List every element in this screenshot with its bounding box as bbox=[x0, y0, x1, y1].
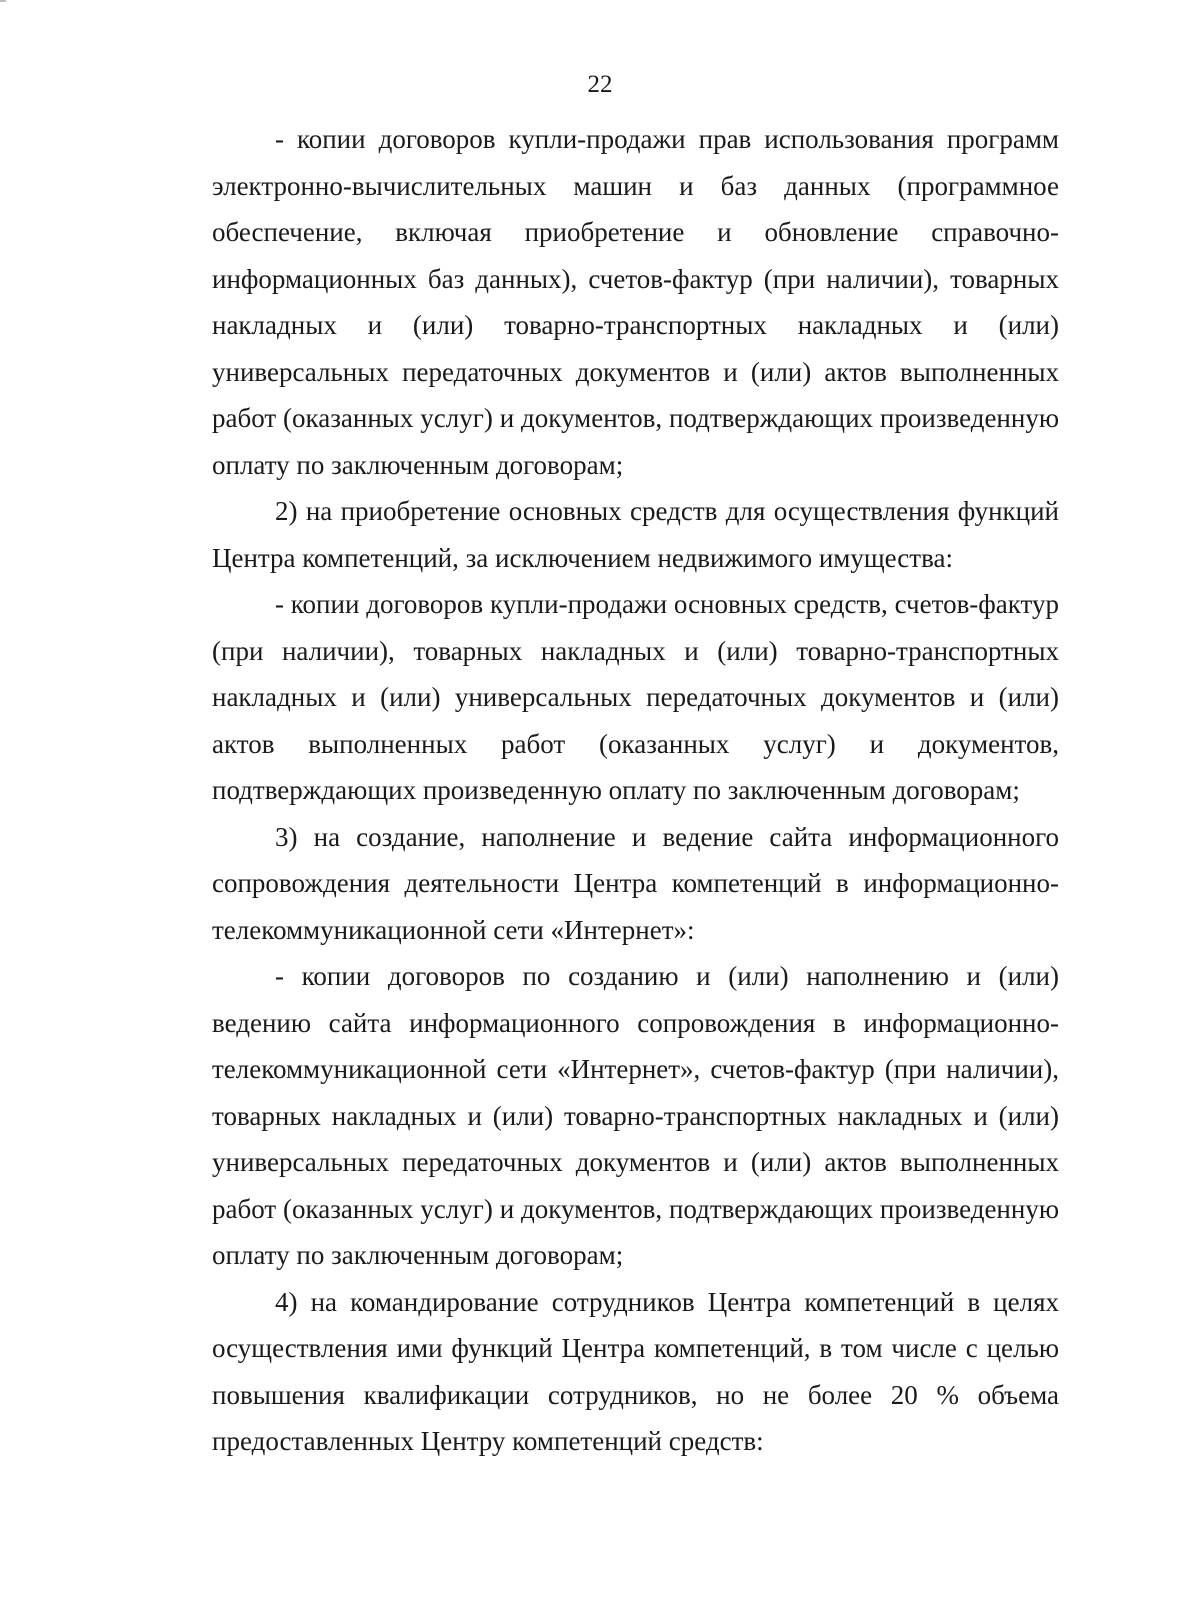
page-number: 22 bbox=[587, 71, 613, 98]
document-body bbox=[212, 116, 1059, 1465]
paragraph-website-contracts: - копии договоров по созданию и (или) наполнению и (или) ведению сайта информационного сопровождения в информационно-телекоммуникационной сети «Интернет», счетов-фактур (при наличии), товарных накладных и (или) товарно-транспортных накладных и (или) универсальных передаточных документов и (или) актов выполненных работ (оказанных услуг) и документов, подтверждающих произведенную оплату по заключенным договорам; bbox=[212, 961, 1059, 1270]
paragraph-item-3-website: 3) на создание, наполнение и ведение сайта информационного сопровождения деятельности Центра компетенций в информационно-телекоммуникационной сети «Интернет»: bbox=[212, 821, 1059, 945]
paragraph-item-4-business-trips: 4) на командирование сотрудников Центра компетенций в целях осуществления ими функций Центра компетенций, в том числе с целью повышения квалификации сотрудников, но не более 20 % объема предоставленных Центру компетенций средств: bbox=[212, 1286, 1059, 1456]
paragraph-fixed-assets-contracts: - копии договоров купли-продажи основных средств, счетов-фактур (при наличии), товарных накладных и (или) товарно-транспортных накладных и (или) универсальных передаточных документов и (или) актов выполненных работ (оказанных услуг) и документов, подтверждающих произведенную оплату по заключенным договорам; bbox=[212, 589, 1059, 805]
paragraph-item-2-fixed-assets: 2) на приобретение основных средств для осуществления функций Центра компетенций, за исключением недвижимого имущества: bbox=[212, 496, 1059, 573]
scan-artifact bbox=[0, 0, 6, 2]
paragraph-software-contracts: - копии договоров купли-продажи прав использования программ электронно-вычислительных машин и баз данных (программное обеспечение, включая приобретение и обновление справочно-информационных баз данных), счетов-фактур (при наличии), товарных накладных и (или) товарно-транспортных накладных и (или) универсальных передаточных документов и (или) актов выполненных работ (оказанных услуг) и документов, подтверждающих произведенную оплату по заключенным договорам; bbox=[212, 124, 1059, 480]
